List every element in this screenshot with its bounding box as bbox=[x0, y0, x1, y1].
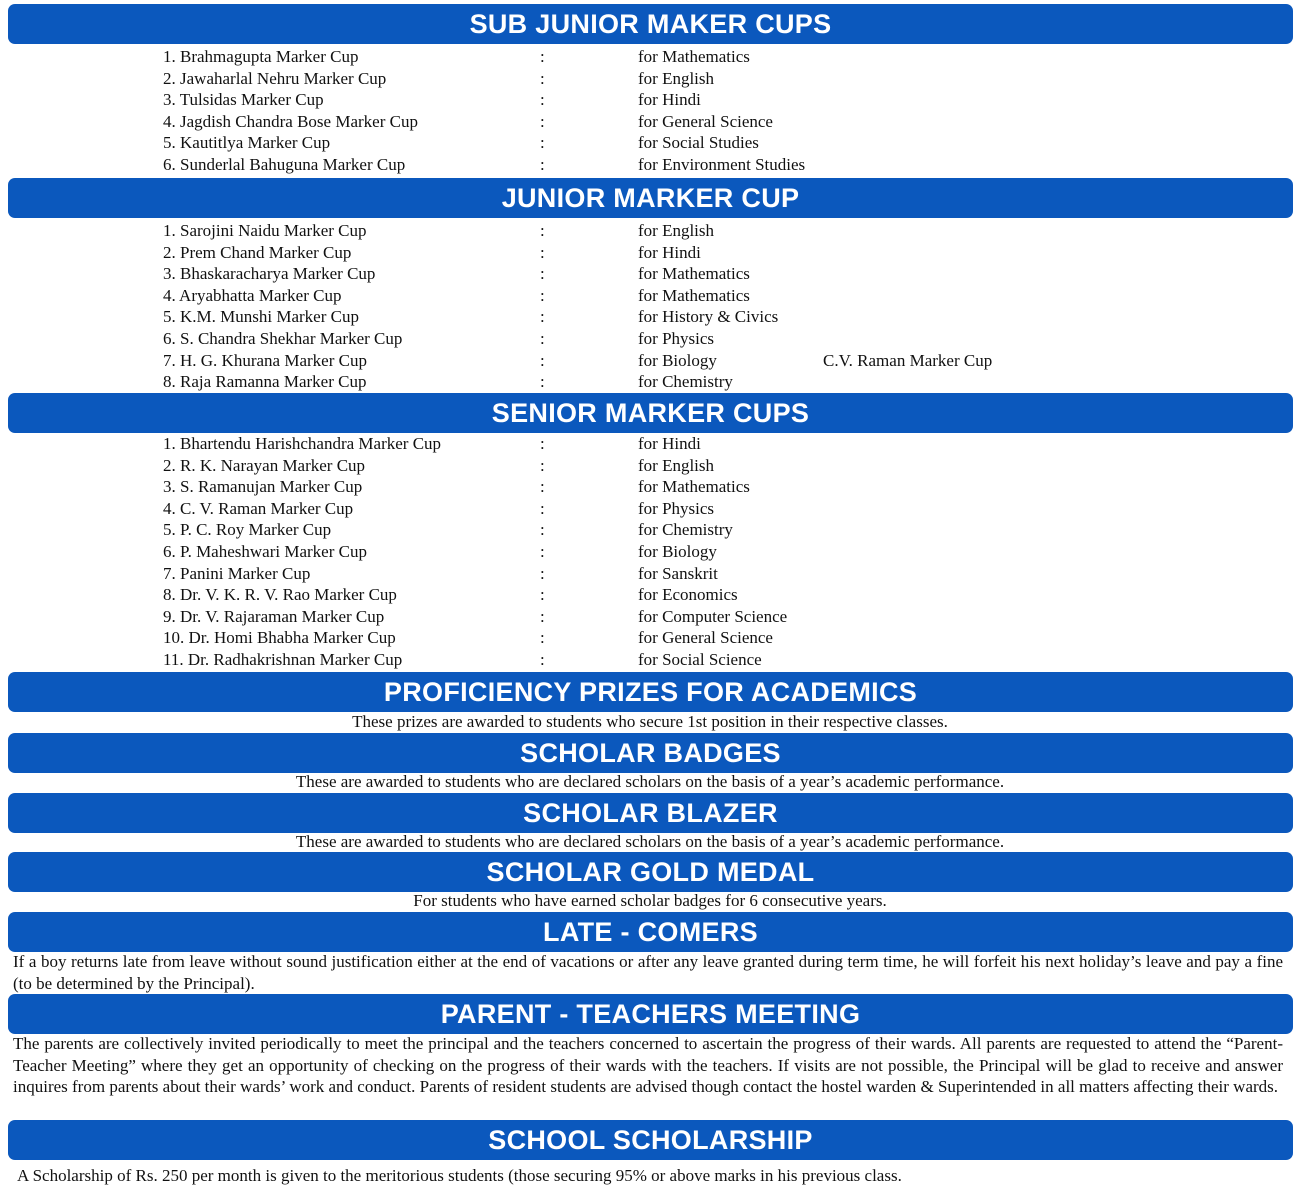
award-row bbox=[0, 89, 1300, 111]
separator: : bbox=[540, 649, 545, 669]
award-subject: for Biology bbox=[638, 541, 717, 561]
award-name: 2. R. K. Narayan Marker Cup bbox=[163, 455, 366, 475]
award-list-senior bbox=[0, 433, 1300, 671]
award-subject: for Biology bbox=[638, 350, 717, 370]
award-name: 6. Sunderlal Bahuguna Marker Cup bbox=[163, 154, 406, 174]
award-row bbox=[0, 68, 1300, 90]
award-name: 4. Aryabhatta Marker Cup bbox=[163, 285, 342, 305]
separator: : bbox=[540, 628, 545, 648]
award-list-sub-junior bbox=[0, 46, 1300, 176]
award-row bbox=[0, 242, 1300, 264]
award-row bbox=[0, 627, 1300, 649]
separator: : bbox=[540, 47, 545, 66]
award-row bbox=[0, 606, 1300, 628]
award-row bbox=[0, 433, 1300, 455]
separator: : bbox=[540, 90, 545, 110]
separator: : bbox=[540, 585, 545, 605]
award-subject: for Social Science bbox=[638, 649, 762, 669]
award-name: 4. Jagdish Chandra Bose Marker Cup bbox=[163, 111, 418, 131]
award-subject: for History & Civics bbox=[638, 307, 779, 327]
award-row bbox=[0, 132, 1300, 154]
separator: : bbox=[540, 242, 545, 262]
award-subject: for Mathematics bbox=[638, 47, 750, 66]
award-subject: for Chemistry bbox=[638, 520, 733, 540]
section-banner-school-scholarship: SCHOOL SCHOLARSHIP bbox=[8, 1120, 1293, 1160]
award-name: 1. Brahmagupta Marker Cup bbox=[163, 47, 359, 66]
award-subject: for Sanskrit bbox=[638, 563, 718, 583]
award-name: 6. P. Maheshwari Marker Cup bbox=[163, 541, 367, 561]
scholar-blazer-description: These are awarded to students who are declared scholars on the basis of a year’s academic performance. bbox=[295, 832, 1005, 851]
section-banner-junior: JUNIOR MARKER CUP bbox=[8, 178, 1293, 218]
award-name: 10. Dr. Homi Bhabha Marker Cup bbox=[163, 628, 396, 648]
award-name: 3. Tulsidas Marker Cup bbox=[163, 90, 324, 110]
award-subject: for Hindi bbox=[638, 434, 701, 453]
separator: : bbox=[540, 520, 545, 540]
section-banner-scholar-badges: SCHOLAR BADGES bbox=[8, 733, 1293, 773]
section-banner-sub-junior: SUB JUNIOR MAKER CUPS bbox=[8, 4, 1293, 44]
separator: : bbox=[540, 307, 545, 327]
award-name: 1. Sarojini Naidu Marker Cup bbox=[163, 221, 367, 240]
award-name: 3. S. Ramanujan Marker Cup bbox=[163, 477, 363, 497]
award-subject: for Mathematics bbox=[638, 264, 750, 284]
award-row bbox=[0, 649, 1300, 671]
award-row bbox=[0, 519, 1300, 541]
award-name: 5. K.M. Munshi Marker Cup bbox=[163, 307, 359, 327]
separator: : bbox=[540, 455, 545, 475]
separator: : bbox=[540, 68, 545, 88]
award-extra-note: C.V. Raman Marker Cup bbox=[823, 350, 993, 370]
award-name: 7. Panini Marker Cup bbox=[163, 563, 311, 583]
separator: : bbox=[540, 111, 545, 131]
separator: : bbox=[540, 541, 545, 561]
award-row bbox=[0, 476, 1300, 498]
school-scholarship-paragraph: A Scholarship of Rs. 250 per month is given to the meritorious students (those securing 95% or above marks in his previous class. bbox=[17, 1166, 902, 1185]
late-comers-paragraph: If a boy returns late from leave without sound justification either at the end of vacations or after any leave granted during term time, he will forfeit his next holiday’s leave and pay a fine (to be determined by the Principal). bbox=[13, 952, 1283, 993]
award-row bbox=[0, 584, 1300, 606]
award-list-junior bbox=[0, 220, 1300, 393]
section-banner-scholar-gold-medal: SCHOLAR GOLD MEDAL bbox=[8, 852, 1293, 892]
award-row bbox=[0, 285, 1300, 307]
separator: : bbox=[540, 133, 545, 153]
section-banner-senior: SENIOR MARKER CUPS bbox=[8, 393, 1293, 433]
award-name: 2. Jawaharlal Nehru Marker Cup bbox=[163, 68, 387, 88]
section-banner-late-comers: LATE - COMERS bbox=[8, 912, 1293, 952]
award-subject: for Social Studies bbox=[638, 133, 759, 153]
scholar-gold-medal-description: For students who have earned scholar badges for 6 consecutive years. bbox=[413, 891, 887, 910]
award-row bbox=[0, 563, 1300, 585]
separator: : bbox=[540, 350, 545, 370]
award-subject: for English bbox=[638, 221, 715, 240]
section-banner-scholar-blazer: SCHOLAR BLAZER bbox=[8, 793, 1293, 833]
award-name: 9. Dr. V. Rajaraman Marker Cup bbox=[163, 606, 385, 626]
award-subject: for Mathematics bbox=[638, 477, 750, 497]
award-name: 5. Kautitlya Marker Cup bbox=[163, 133, 331, 153]
award-name: 5. P. C. Roy Marker Cup bbox=[163, 520, 332, 540]
separator: : bbox=[540, 434, 545, 453]
separator: : bbox=[540, 154, 545, 174]
award-subject: for Hindi bbox=[638, 90, 701, 110]
award-subject: for General Science bbox=[638, 111, 773, 131]
award-row bbox=[0, 455, 1300, 477]
award-subject: for English bbox=[638, 455, 715, 475]
award-name: 6. S. Chandra Shekhar Marker Cup bbox=[163, 328, 403, 348]
parent-teachers-meeting-paragraph: The parents are collectively invited periodically to meet the principal and the teachers concerned to ascertain the progress of their wards. All parents are requested to attend the “Parent-Teacher Meeting” where they get an opportunity of checking on the progress of their wards with the teachers. If visits are not possible, the Principal will be glad to receive and answer inquires from parents about their wards’ work and conduct. Parents of resident students are advised though contact the hostel warden & Superintended in all matters affecting their wards. bbox=[13, 1034, 1283, 1096]
award-subject: for Physics bbox=[638, 498, 715, 518]
award-row bbox=[0, 111, 1300, 133]
separator: : bbox=[540, 285, 545, 305]
separator: : bbox=[540, 498, 545, 518]
award-subject: for General Science bbox=[638, 628, 773, 648]
award-name: 2. Prem Chand Marker Cup bbox=[163, 242, 352, 262]
award-name: 1. Bhartendu Harishchandra Marker Cup bbox=[163, 434, 442, 453]
award-row bbox=[0, 541, 1300, 563]
award-row bbox=[0, 498, 1300, 520]
award-row bbox=[0, 46, 1300, 68]
separator: : bbox=[540, 563, 545, 583]
award-name: 7. H. G. Khurana Marker Cup bbox=[163, 350, 367, 370]
separator: : bbox=[540, 606, 545, 626]
award-name: 8. Raja Ramanna Marker Cup bbox=[163, 372, 367, 392]
section-banner-parent-teachers-meeting: PARENT - TEACHERS MEETING bbox=[8, 994, 1293, 1034]
award-row bbox=[0, 371, 1300, 393]
separator: : bbox=[540, 221, 545, 240]
award-name: 11. Dr. Radhakrishnan Marker Cup bbox=[163, 649, 403, 669]
award-row bbox=[0, 154, 1300, 176]
award-row bbox=[0, 328, 1300, 350]
section-banner-proficiency: PROFICIENCY PRIZES FOR ACADEMICS bbox=[8, 672, 1293, 712]
separator: : bbox=[540, 264, 545, 284]
award-row bbox=[0, 263, 1300, 285]
award-subject: for Mathematics bbox=[638, 285, 750, 305]
award-name: 3. Bhaskaracharya Marker Cup bbox=[163, 264, 376, 284]
award-subject: for Economics bbox=[638, 585, 738, 605]
award-subject: for Computer Science bbox=[638, 606, 788, 626]
award-row bbox=[0, 306, 1300, 328]
separator: : bbox=[540, 328, 545, 348]
award-name: 8. Dr. V. K. R. V. Rao Marker Cup bbox=[163, 585, 397, 605]
award-subject: for Physics bbox=[638, 328, 715, 348]
scholar-badges-description: These are awarded to students who are declared scholars on the basis of a year’s academic performance. bbox=[295, 772, 1005, 791]
award-subject: for Environment Studies bbox=[638, 154, 806, 174]
separator: : bbox=[540, 372, 545, 392]
award-subject: for Chemistry bbox=[638, 372, 733, 392]
award-row bbox=[0, 350, 1300, 372]
award-row bbox=[0, 220, 1300, 242]
proficiency-description: These prizes are awarded to students who secure 1st position in their respective classes. bbox=[352, 712, 948, 731]
award-subject: for English bbox=[638, 68, 715, 88]
separator: : bbox=[540, 477, 545, 497]
award-name: 4. C. V. Raman Marker Cup bbox=[163, 498, 354, 518]
award-subject: for Hindi bbox=[638, 242, 701, 262]
